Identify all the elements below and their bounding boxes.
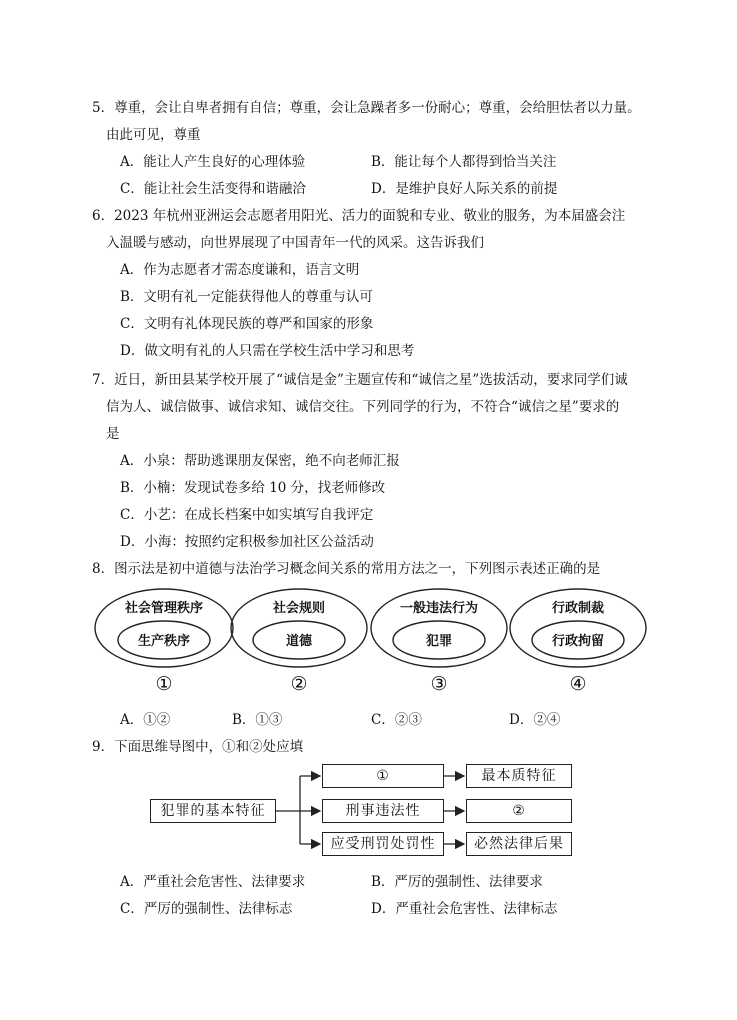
q8-diagram-4 <box>510 589 646 667</box>
q6-option-d: D．做文明有礼的人只需在学校生活中学习和思考 <box>120 343 415 359</box>
q7-stem-line2: 信为人、诚信做事、诚信求知、诚信交往。下列同学的行为，不符合“诚信之星”要求的 <box>106 399 620 415</box>
q8-d4-outer-label: 行政制裁 <box>551 600 605 615</box>
q8-d2-inner-label: 道德 <box>285 633 313 648</box>
q8-d3-inner-label: 犯罪 <box>425 633 453 648</box>
q8-d1-outer-label: 社会管理秩序 <box>124 600 204 615</box>
q6-option-b: B．文明有礼一定能获得他人的尊重与认可 <box>120 289 373 305</box>
q9-option-d: D．严重社会危害性、法律标志 <box>371 901 558 917</box>
q5-option-b: B．能让每个人都得到恰当关注 <box>371 154 557 170</box>
q7-stem-line1: 7．近日，新田县某学校开展了“诚信是金”主题宣传和“诚信之星”选拔活动，要求同学们诚 <box>92 372 628 388</box>
q8-option-c: C．②③ <box>371 712 422 728</box>
q5-option-a: A．能让人产生良好的心理体验 <box>120 154 306 170</box>
q8-diagram-3 <box>371 589 507 667</box>
q9-mid-box-3: 应受刑罚处罚性 <box>322 832 444 856</box>
q8-option-b: B．①③ <box>232 712 283 728</box>
q8-d4-inner-label: 行政拘留 <box>551 633 605 648</box>
q7-option-c: C．小艺：在成长档案中如实填写自我评定 <box>120 507 374 523</box>
q9-right-box-1: 最本质特征 <box>466 764 572 788</box>
q9-root-box: 犯罪的基本特征 <box>150 799 276 823</box>
q8-d2-outer-label: 社会规则 <box>272 600 326 615</box>
q8-venn-diagrams <box>92 588 652 698</box>
q9-right-box-3: 必然法律后果 <box>466 832 572 856</box>
q9-option-c: C．严厉的强制性、法律标志 <box>120 901 293 917</box>
q8-stem: 8．图示法是初中道德与法治学习概念间关系的常用方法之一，下列图示表述正确的是 <box>92 561 601 577</box>
q8-d4-number: ④ <box>569 673 587 695</box>
q8-option-d: D．②④ <box>509 712 561 728</box>
q8-diagram-2 <box>231 589 367 667</box>
q9-right-box-2: ② <box>466 799 572 823</box>
q6-stem-line1: 6．2023 年杭州亚洲运会志愿者用阳光、活力的面貌和专业、敬业的服务，为本届盛会注 <box>92 208 626 224</box>
q5-stem-line2: 由此可见，尊重 <box>106 127 201 143</box>
q8-d2-number: ② <box>290 673 308 695</box>
q9-option-a: A．严重社会危害性、法律要求 <box>120 874 306 890</box>
q9-mind-map <box>150 764 580 856</box>
q9-option-b: B．严厉的强制性、法律要求 <box>371 874 543 890</box>
q8-option-a: A．①② <box>120 712 171 728</box>
q8-d3-outer-label: 一般违法行为 <box>399 600 479 615</box>
q9-mid-box-2: 刑事违法性 <box>322 799 444 823</box>
q6-stem-line2: 入温暖与感动，向世界展现了中国青年一代的风采。这告诉我们 <box>106 235 484 251</box>
q8-d1-number: ① <box>155 673 173 695</box>
q8-diagram-1 <box>95 589 233 667</box>
q5-option-d: D．是维护良好人际关系的前提 <box>371 181 558 197</box>
q6-option-c: C．文明有礼体现民族的尊严和国家的形象 <box>120 316 374 332</box>
q9-mid-box-1: ① <box>322 764 444 788</box>
q7-option-d: D．小海：按照约定积极参加社区公益活动 <box>120 534 374 550</box>
q9-stem: 9．下面思维导图中，①和②处应填 <box>92 739 304 755</box>
q7-stem-line3: 是 <box>106 426 120 442</box>
q6-option-a: A．作为志愿者才需态度谦和，语言文明 <box>120 262 360 278</box>
q8-d3-number: ③ <box>430 673 448 695</box>
q8-d1-inner-label: 生产秩序 <box>137 633 191 648</box>
q5-stem-line1: 5．尊重，会让自卑者拥有自信；尊重，会让急躁者多一份耐心；尊重，会给胆怯者以力量。 <box>92 100 641 116</box>
q5-option-c: C．能让社会生活变得和谐融洽 <box>120 181 306 197</box>
q7-option-b: B．小楠：发现试卷多给 10 分，找老师修改 <box>120 480 386 496</box>
q7-option-a: A．小泉：帮助逃课朋友保密，绝不向老师汇报 <box>120 453 400 469</box>
